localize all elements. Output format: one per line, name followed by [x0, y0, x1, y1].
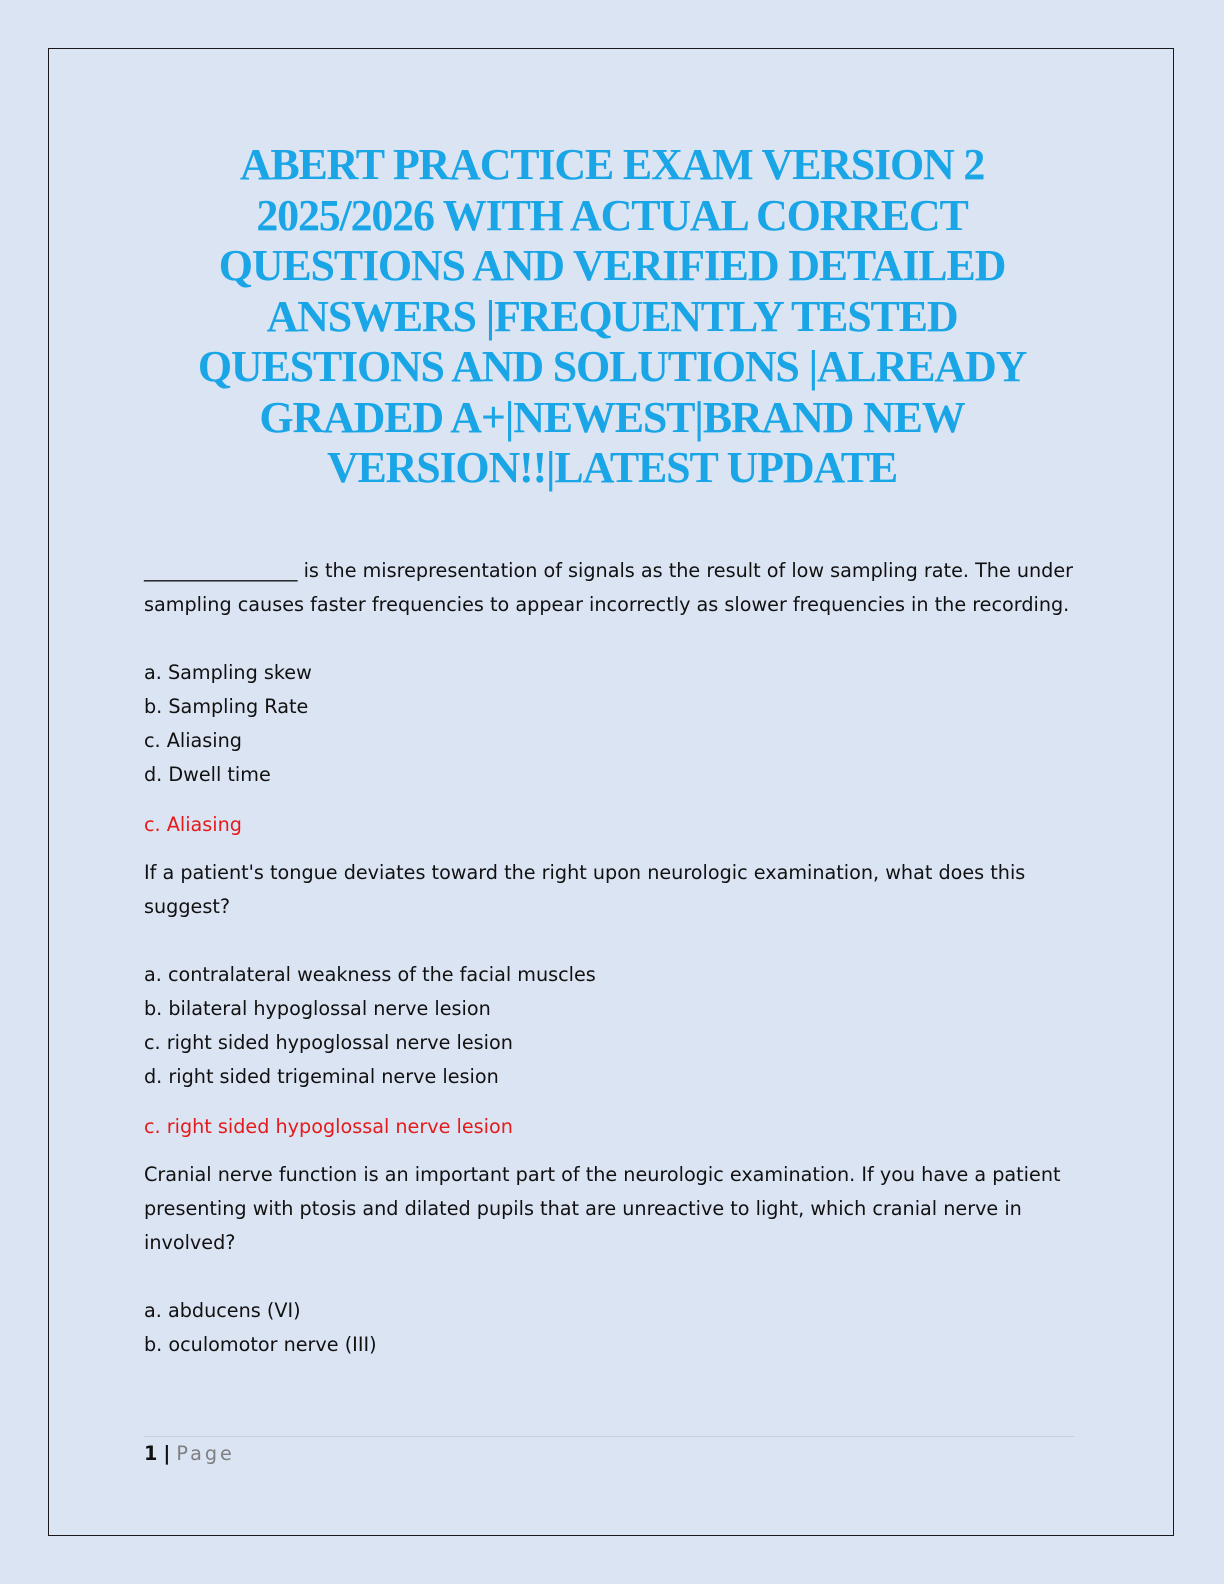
option-a: a. abducens (VI) — [144, 1299, 301, 1322]
page-label: Page — [176, 1442, 235, 1465]
page-footer — [144, 1440, 235, 1468]
option-c: c. Aliasing — [144, 729, 242, 752]
question-text: If a patient's tongue deviates toward the right upon neurologic examination, what does this suggest? — [144, 861, 1026, 918]
option-b: b. bilateral hypoglossal nerve lesion — [144, 997, 491, 1020]
option-a: a. contralateral weakness of the facial muscles — [144, 963, 596, 986]
question-3 — [144, 1158, 1074, 1362]
option-c: c. right sided hypoglossal nerve lesion — [144, 1031, 513, 1054]
page-number: 1 — [144, 1442, 158, 1465]
question-list — [144, 554, 1074, 1362]
option-b: b. Sampling Rate — [144, 695, 309, 718]
footer-divider — [144, 1436, 1074, 1437]
option-b: b. oculomotor nerve (III) — [144, 1333, 377, 1356]
document-title: ABERT PRACTICE EXAM VERSION 2 2025/2026 WITH ACTUAL CORRECT QUESTIONS AND VERIFIED DETAILED ANSWERS |FREQUENTLY TESTED QUESTIONS AND SOLUTIONS |ALREADY GRADED A+|NEWEST|BRAND NEW VERSION!!|LATEST UPDATE — [197, 140, 1027, 492]
option-a: a. Sampling skew — [144, 661, 312, 684]
correct-answer: c. Aliasing — [144, 813, 242, 836]
correct-answer: c. right sided hypoglossal nerve lesion — [144, 1115, 513, 1138]
footer-separator: | — [163, 1442, 171, 1465]
question-1 — [144, 554, 1074, 842]
option-d: d. right sided trigeminal nerve lesion — [144, 1065, 499, 1088]
question-2 — [144, 856, 1074, 1144]
question-text: Cranial nerve function is an important part of the neurologic examination. If you have a patient presenting with ptosis and dilated pupils that are unreactive to light, which cranial nerve in involved? — [144, 1163, 1061, 1254]
question-text: ________________ is the misrepresentation of signals as the result of low sampling rate. The under sampling causes faster frequencies to appear incorrectly as slower frequencies in the recording. — [144, 559, 1074, 616]
option-d: d. Dwell time — [144, 763, 271, 786]
